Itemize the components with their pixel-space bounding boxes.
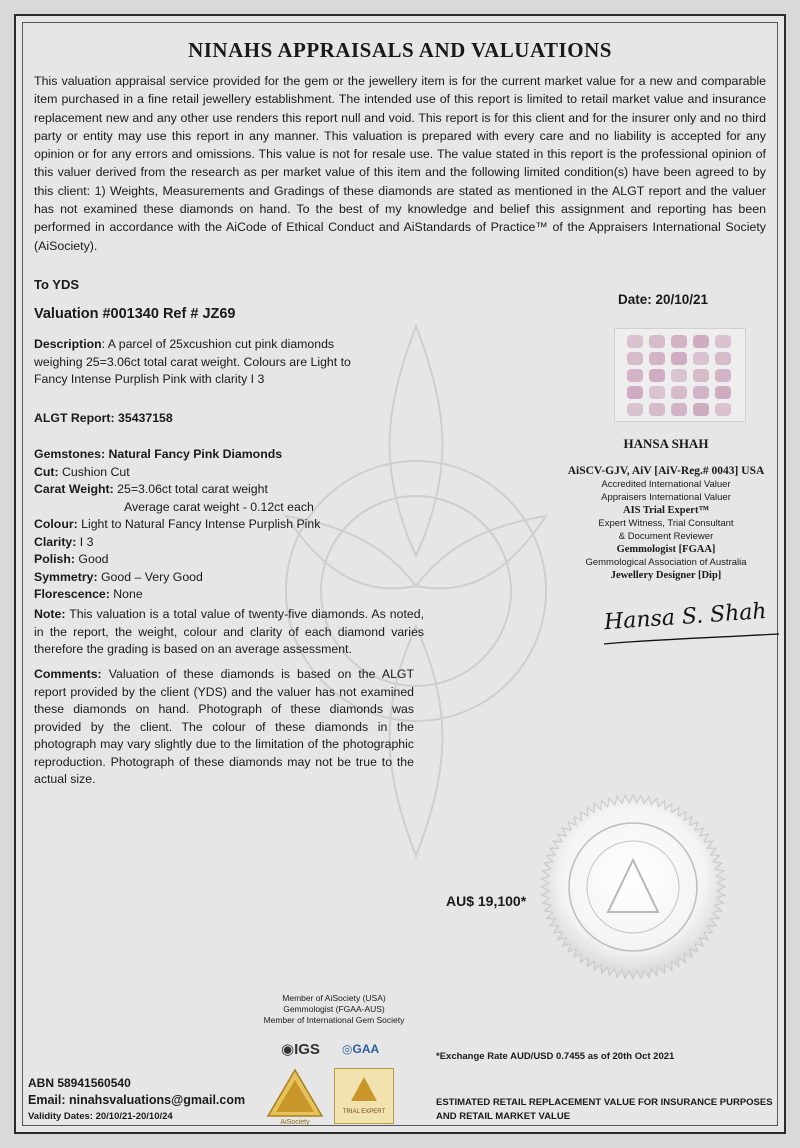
- gemstones-line: Gemstones: Natural Fancy Pink Diamonds: [34, 447, 283, 461]
- note-text: This valuation is a total value of twenty-five diamonds. As noted, in the report, the weight, colour and clarity of each diamond varies therefore the grading is based on an average assessment.: [34, 607, 424, 656]
- diamond-stone: [693, 369, 709, 382]
- igs-logo: [281, 1040, 320, 1058]
- diamond-stone: [649, 335, 665, 348]
- signature-underline: [604, 604, 784, 650]
- colour-value: Light to Natural Fancy Intense Purplish Pink: [77, 517, 321, 531]
- diamond-stone: [693, 403, 709, 416]
- estimate-line1: ESTIMATED RETAIL REPLACEMENT VALUE FOR INSURANCE PURPOSES: [436, 1097, 773, 1108]
- abn-number: ABN 58941560540: [28, 1076, 131, 1090]
- symmetry-value: Good – Very Good: [97, 569, 203, 584]
- cut-label: Cut:: [34, 464, 59, 479]
- document-title: NINAHS APPRAISALS AND VALUATIONS: [188, 38, 612, 62]
- diamond-stone: [715, 369, 731, 382]
- diamond-stone: [627, 352, 643, 365]
- trial-expert-label: TRIAL EXPERT: [342, 1109, 386, 1115]
- diamond-stone: [627, 335, 643, 348]
- exchange-rate-note: *Exchange Rate AUD/USD 0.7455 as of 20th Oct 2021: [436, 1051, 675, 1062]
- diamond-stone: [649, 352, 665, 365]
- carat-line: [34, 481, 374, 499]
- comments-block: [34, 666, 414, 789]
- contact-email: Email: ninahsvaluations@gmail.com: [28, 1093, 246, 1107]
- diamond-stone: [693, 386, 709, 399]
- cut-value: Cushion Cut: [58, 464, 130, 479]
- valuer-credentials: [546, 436, 786, 582]
- valuer-line5: & Document Reviewer: [618, 531, 714, 542]
- diamonds-photo: [614, 328, 746, 422]
- diamond-stone: [715, 352, 731, 365]
- estimate-disclaimer: [436, 1096, 773, 1124]
- valuer-line8: Jewellery Designer [Dip]: [610, 570, 722, 581]
- igs-label: IGS: [294, 1041, 320, 1058]
- comments-text: Valuation of these diamonds is based on the ALGT report provided by the client (YDS) and the valuer has not examined these diamonds on hand. Photograph of these diamonds was provided by the client. The colour of these diamonds in the photograph may vary slightly due to the limitation of the photographic reproduction. Photograph of these diamonds may not be true to the actual size.: [34, 667, 414, 786]
- diamond-stone: [649, 403, 665, 416]
- client-to: To YDS: [34, 277, 80, 292]
- polish-line: [34, 551, 374, 569]
- valuer-line4: Expert Witness, Trial Consultant: [598, 518, 734, 529]
- clarity-line: [34, 534, 374, 552]
- valuer-registration: AiSCV-GJV, AiV [AiV-Reg.# 0043] USA: [567, 465, 765, 477]
- polish-label: Polish:: [34, 552, 75, 566]
- diamond-stone: [715, 403, 731, 416]
- diamond-stone: [649, 369, 665, 382]
- colour-label: Colour:: [34, 517, 78, 531]
- memberships-text: [234, 993, 434, 1026]
- florescence-label: Florescence:: [34, 587, 110, 601]
- note-block: [34, 606, 424, 659]
- florescence-value: None: [109, 587, 143, 601]
- diamond-stone: [671, 386, 687, 399]
- membership-line3: Member of International Gem Society: [263, 1015, 405, 1025]
- comments-label: Comments:: [34, 667, 102, 681]
- membership-line1: Member of AiSociety (USA): [282, 993, 386, 1003]
- gaa-logo: [342, 1042, 379, 1056]
- clarity-value: I 3: [76, 534, 94, 549]
- diamond-stone: [671, 403, 687, 416]
- embossed-seal: [538, 792, 728, 982]
- trial-expert-badge: [334, 1068, 394, 1124]
- valuer-signature: [603, 598, 784, 650]
- gaa-label: GAA: [352, 1042, 380, 1056]
- diamond-stone: [671, 352, 687, 365]
- colour-line: [34, 516, 374, 534]
- valuer-line2: Appraisers International Valuer: [601, 492, 731, 503]
- diamond-stone: [671, 335, 687, 348]
- estimate-line2: AND RETAIL MARKET VALUE: [436, 1111, 571, 1122]
- description-text: : A parcel of 25xcushion cut pink diamonds weighing 25=3.06ct total carat weight. Colours are Light to Fancy Intense Purplish Pink with clarity I 3: [34, 337, 351, 386]
- diamond-stone: [715, 335, 731, 348]
- carat-average: Average carat weight - 0.12ct each: [124, 499, 314, 514]
- valuer-line1: Accredited International Valuer: [601, 479, 731, 490]
- diamond-grid-image: [615, 329, 745, 421]
- specs-block: [34, 446, 374, 604]
- florescence-line: [34, 586, 374, 604]
- clarity-label: Clarity:: [34, 534, 77, 549]
- gaa-icon: ◎: [342, 1042, 353, 1056]
- igs-icon: ◉: [281, 1041, 295, 1058]
- valuation-number: Valuation #001340 Ref # JZ69: [34, 306, 236, 322]
- valuer-line6: Gemmologist [FGAA]: [616, 544, 716, 555]
- diamond-stone: [671, 369, 687, 382]
- valuer-name: HANSA SHAH: [623, 436, 709, 451]
- diamond-stone: [715, 386, 731, 399]
- diamond-stone: [627, 403, 643, 416]
- diamond-stone: [649, 386, 665, 399]
- aisociety-label: AiSociety: [280, 1119, 310, 1126]
- valuer-line3: AIS Trial Expert™: [623, 505, 709, 516]
- symmetry-line: [34, 569, 374, 587]
- intro-paragraph: This valuation appraisal service provided for the gem or the jewellery item is for the current market value for a new and comparable item purchased in a fine retail jewellery establishment. The intended use of this report is limited to retail market value and insurance replacement new and any other use renders this report null and void. This report is for this client and for the insurer only and no third party or entity may use this report in any manner. This valuation is prepared with every care and no liability is accepted for any opinion or for any errors and omissions. This value is not for resale use. The value stated in this report is the professional opinion of this valuer derived from the research as per market value of this item and the following limited condition(s) have been agreed to by this client: 1) Weights, Measurements and Gradings of these diamonds are stated as mentioned in the ALGT report and the valuer has not examined these diamonds on hand. To the best of my knowledge and belief this assignment and reporting has been performed in accordance with the AiCode of Ethical Conduct and AiStandards of Practice™ of the Appraisers International Society (AiSociety).: [34, 74, 766, 253]
- valuation-date: Date: 20/10/21: [618, 292, 709, 307]
- diamond-stone: [627, 369, 643, 382]
- carat-value: 25=3.06ct total carat weight: [113, 482, 268, 496]
- cut-line: [34, 464, 374, 482]
- membership-line2: Gemmologist (FGAA-AUS): [283, 1004, 385, 1014]
- signature-text: Hansa S. Shah: [603, 598, 768, 636]
- trial-expert-icon: [335, 1069, 393, 1123]
- symmetry-label: Symmetry:: [34, 569, 98, 584]
- diamond-stone: [693, 352, 709, 365]
- valuer-line7: Gemmological Association of Australia: [585, 557, 747, 568]
- validity-dates: Validity Dates: 20/10/21-20/10/24: [28, 1111, 173, 1122]
- description-block: [34, 336, 379, 389]
- diamond-stone: [627, 386, 643, 399]
- description-label: Description: [34, 337, 102, 351]
- note-label: Note:: [34, 607, 66, 621]
- aisociety-badge: [264, 1066, 326, 1126]
- algt-report: ALGT Report: 35437158: [34, 411, 173, 425]
- carat-label: Carat Weight:: [34, 482, 114, 496]
- certificate-page: [14, 14, 786, 1134]
- diamond-stone: [693, 335, 709, 348]
- polish-value: Good: [75, 552, 109, 566]
- appraised-value: AU$ 19,100*: [446, 893, 527, 909]
